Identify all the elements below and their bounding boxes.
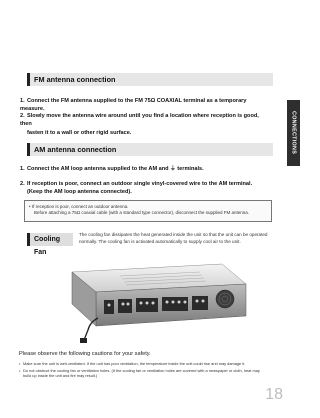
page-number: 18	[265, 386, 283, 403]
cautions-title: Please observe the following cautions for your safety.	[19, 351, 151, 357]
power-plug	[80, 338, 87, 343]
fm-step-2-line-2: fasten it to a wall or other rigid surface.	[27, 129, 132, 136]
cooling-line-2: normally. The cooling fan is activated automatically to supply cool air to the unit.	[79, 239, 241, 244]
am-step-2-number: 2.	[20, 181, 25, 187]
caution-item-2	[19, 368, 274, 379]
cooling-line-1: The cooling fan dissipates the heat generated inside the unit so that the unit can be operated	[79, 232, 268, 237]
am-step-1-text: Connect the AM loop antenna supplied to the AM and ⏚ terminals.	[27, 166, 204, 172]
cooling-fan-title: Cooling Fan	[34, 236, 61, 256]
caution-2-line-2: build up inside the unit and fire may result.)	[23, 373, 98, 379]
am-step-2-line-2: (Keep the AM loop antenna connected).	[27, 189, 132, 196]
am-antenna-title: AM antenna connection	[34, 145, 117, 154]
note-line-2: Before attaching a 75Ω coaxial cable (with a standard type connector), disconnect the supplied FM antenna.	[34, 210, 249, 216]
am-step-2-line-1: If reception is poor, connect an outdoor single vinyl-covered wire to the AM terminal.	[27, 181, 253, 187]
note-line-1: • If reception is poor, connect an outdoor antenna.	[29, 204, 129, 209]
fm-antenna-title: FM antenna connection	[34, 75, 116, 84]
am-step-1-number: 1.	[20, 166, 25, 172]
caution-1-text: Make sure the unit is well-ventilated. If the unit has poor ventilation, the temperature inside the unit could rise and may damage it.	[23, 361, 246, 366]
caution-2-bullet: •	[19, 368, 21, 373]
caution-1-bullet: •	[19, 361, 21, 366]
cooling-fan-grille	[216, 290, 234, 308]
caution-item-1	[19, 361, 274, 366]
fm-step-1-text: Connect the FM antenna supplied to the FM 75Ω COAXIAL terminal as a temporary measure.	[20, 98, 247, 113]
fm-step-1-number: 1.	[20, 98, 25, 104]
fm-step-2-line-1: Slowly move the antenna wire around until you find a location where reception is good, then	[20, 113, 259, 128]
fm-step-2-number: 2.	[20, 113, 25, 119]
caution-2-line-1: Do not obstruct the cooling fan or ventilation holes. (If the cooling fan or ventilation holes are covered with a newspaper or cloth, heat may	[23, 368, 260, 373]
side-tab-label: CONNECTIONS	[290, 111, 297, 155]
